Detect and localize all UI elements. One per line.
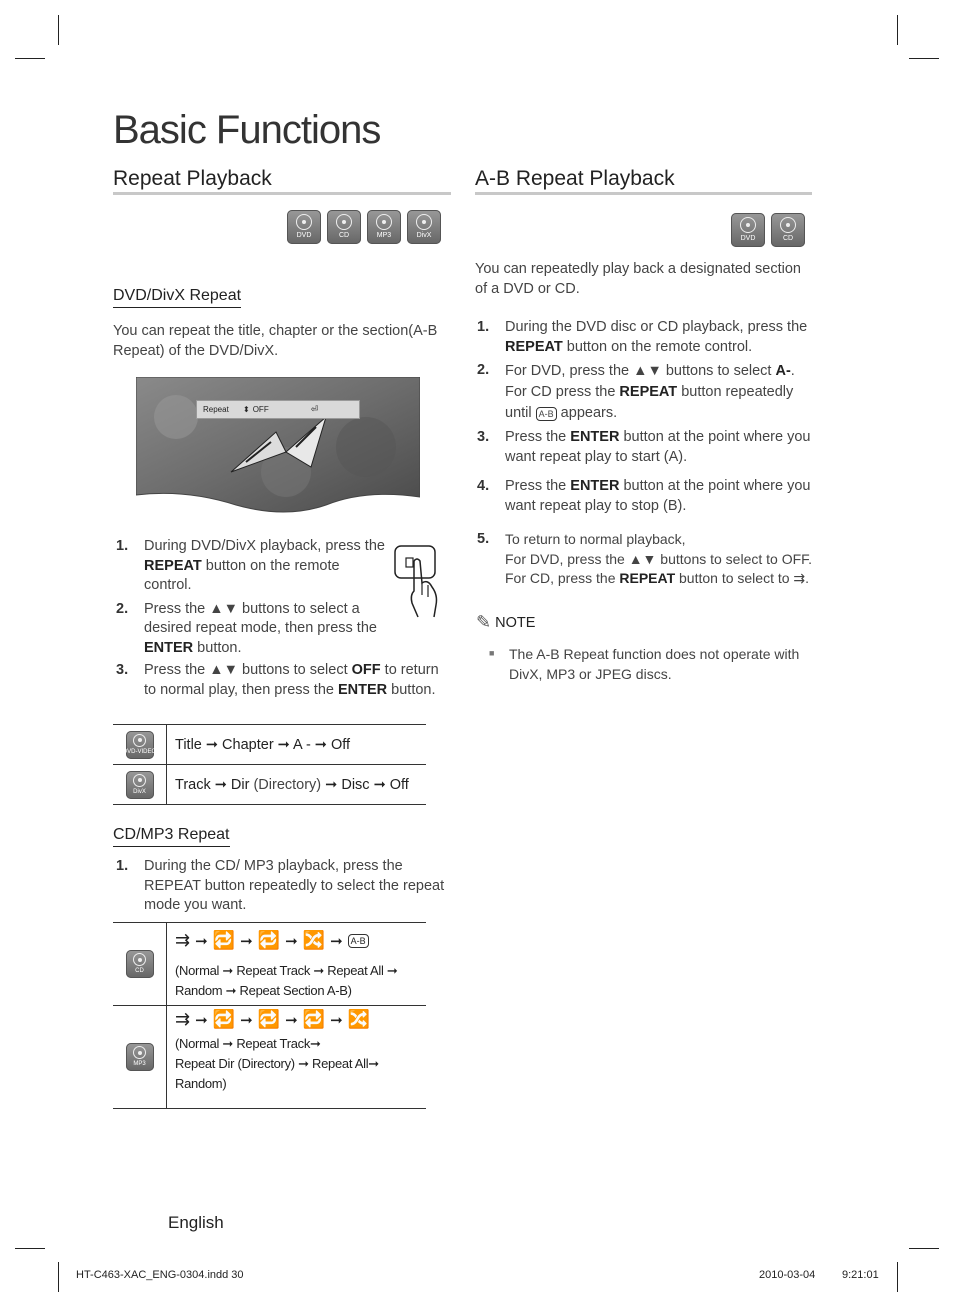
footer-date: 2010-03-04 xyxy=(759,1269,816,1281)
dvd-repeat-intro: You can repeat the title, chapter or the section(A-B Repeat) of the DVD/DivX. xyxy=(113,323,438,359)
mp3-disc-icon: MP3 xyxy=(113,1006,167,1109)
cd-disc-icon: CD xyxy=(327,210,361,244)
ab-repeat-steps xyxy=(477,318,813,594)
ab-repeat-intro: You can repeatedly play back a designated section of a DVD or CD. xyxy=(475,261,801,297)
repeat-all-icon: 🔁 xyxy=(257,930,281,951)
cd-repeat-mode-table xyxy=(113,922,426,1109)
cd-mode-symbols: ⇉ ➞ 🔁 ➞ 🔁 ➞ 🔀 ➞ A-B xyxy=(175,930,425,951)
table-row xyxy=(113,765,426,805)
crop-mark xyxy=(897,1262,898,1292)
cd-mode-line1: (Normal ➞ Repeat Track ➞ Repeat All ➞ xyxy=(175,963,398,978)
cd-repeat-steps xyxy=(116,857,446,920)
step-item: 1. During the CD/ MP3 playback, press the REPEAT button repeatedly to select the repeat mode you want. xyxy=(116,858,445,913)
mp3-disc-icon: MP3 xyxy=(367,210,401,244)
mp3-mode-symbols: ⇉ ➞ 🔁 ➞ 🔁 ➞ 🔁 ➞ 🔀 xyxy=(175,1009,371,1030)
repeat-all-icon: 🔁 xyxy=(302,1009,326,1030)
dvd-repeat-mode-table xyxy=(113,724,426,805)
mp3-mode-line1: (Normal ➞ Repeat Track➞ xyxy=(175,1036,321,1051)
crop-mark xyxy=(909,1248,939,1249)
step-item: 2. Press the ▲▼ buttons to select a desired repeat mode, then press the ENTER button. xyxy=(116,600,377,656)
repeat-dir-icon: 🔁 xyxy=(257,1009,281,1030)
crop-mark xyxy=(58,1262,59,1292)
step-item: 1. During DVD/DivX playback, press the REPEAT button on the remote control. xyxy=(116,538,385,593)
table-row xyxy=(113,1006,426,1109)
disc-icon-row xyxy=(287,210,441,244)
step-item: 1. During the DVD disc or CD playback, press the REPEAT button on the remote control. xyxy=(477,319,808,355)
screen-illustration xyxy=(136,377,420,517)
dvd-video-disc-icon: DVD-VIDEO xyxy=(113,725,167,765)
divx-disc-icon: DivX xyxy=(113,765,167,805)
table-row xyxy=(113,923,426,1006)
normal-play-icon: ⇉ xyxy=(175,930,191,951)
table-row xyxy=(113,725,426,765)
updown-icon: ⬍ xyxy=(243,405,250,414)
cd-disc-icon: CD xyxy=(113,923,167,1006)
repeat-track-icon: 🔁 xyxy=(212,930,236,951)
dvd-mode-sequence: Title ➞ Chapter ➞ A - ➞ Off xyxy=(167,725,427,765)
hand-press-remote-icon xyxy=(392,543,448,619)
bullet-icon: ■ xyxy=(489,648,495,658)
ab-repeat-badge-icon: A-B xyxy=(536,407,557,421)
random-icon: 🔀 xyxy=(347,1009,371,1030)
pencil-icon: ✎ xyxy=(476,612,492,632)
footer-time: 9:21:01 xyxy=(842,1269,879,1281)
osd-repeat-label: Repeat xyxy=(203,405,229,414)
section-rule xyxy=(113,192,451,195)
dvd-disc-icon: DVD xyxy=(731,213,765,247)
mp3-mode-line2: Repeat Dir (Directory) ➞ Repeat All➞ Random) xyxy=(175,1056,379,1091)
cd-mode-line2: Random ➞ Repeat Section A-B) xyxy=(175,983,352,998)
page-title: Basic Functions xyxy=(113,108,381,152)
dvd-disc-icon: DVD xyxy=(287,210,321,244)
repeat-osd-bar xyxy=(196,400,360,419)
section-title-repeat-playback: Repeat Playback xyxy=(113,167,272,190)
subtitle-dvd-divx-repeat: DVD/DivX Repeat xyxy=(113,287,241,308)
section-title-ab-repeat: A-B Repeat Playback xyxy=(475,167,675,190)
note-title: NOTE xyxy=(495,614,536,631)
repeat-ab-icon: A-B xyxy=(348,934,369,948)
page-footer-language: English xyxy=(168,1213,224,1232)
random-icon: 🔀 xyxy=(302,930,326,951)
crop-mark xyxy=(58,15,59,45)
dvd-repeat-step-3 xyxy=(116,661,446,704)
section-rule xyxy=(475,192,812,195)
note-heading xyxy=(476,612,535,633)
crop-mark xyxy=(909,58,939,59)
crop-mark xyxy=(15,58,45,59)
step-item: 5. To return to normal playback, For DVD, press the ▲▼ buttons to select to OFF. For CD, press the REPEAT button to select to ⇉. xyxy=(477,531,813,587)
enter-icon: ⏎ xyxy=(310,404,319,414)
note-text: The A-B Repeat function does not operate with DivX, MP3 or JPEG discs. xyxy=(509,646,800,682)
crop-mark xyxy=(15,1248,45,1249)
repeat-track-icon: 🔁 xyxy=(212,1009,236,1030)
step-item: 4. Press the ENTER button at the point where you want repeat play to stop (B). xyxy=(477,478,811,514)
cd-disc-icon: CD xyxy=(771,213,805,247)
step-item: 3. Press the ▲▼ buttons to select OFF to return to normal play, then press the ENTER button. xyxy=(116,662,439,698)
disc-icon-row xyxy=(731,213,805,247)
step-item: 2. For DVD, press the ▲▼ buttons to select A-. For CD press the REPEAT button repeatedly until A-B appears. xyxy=(477,362,795,421)
step-item: 3. Press the ENTER button at the point where you want repeat play to start (A). xyxy=(477,429,811,465)
divx-mode-sequence: Track ➞ Dir (Directory) ➞ Disc ➞ Off xyxy=(167,765,427,805)
osd-repeat-value: OFF xyxy=(252,405,269,414)
subtitle-cd-mp3-repeat: CD/MP3 Repeat xyxy=(113,826,230,847)
crop-mark xyxy=(897,15,898,45)
divx-disc-icon: DivX xyxy=(407,210,441,244)
footer-file-info: HT-C463-XAC_ENG-0304.indd 30 xyxy=(76,1269,244,1281)
butterfly-screen-image xyxy=(136,377,420,517)
normal-play-icon: ⇉ xyxy=(793,571,806,587)
note-item xyxy=(489,645,804,684)
normal-play-icon: ⇉ xyxy=(175,1009,191,1030)
dvd-repeat-steps xyxy=(116,537,391,662)
